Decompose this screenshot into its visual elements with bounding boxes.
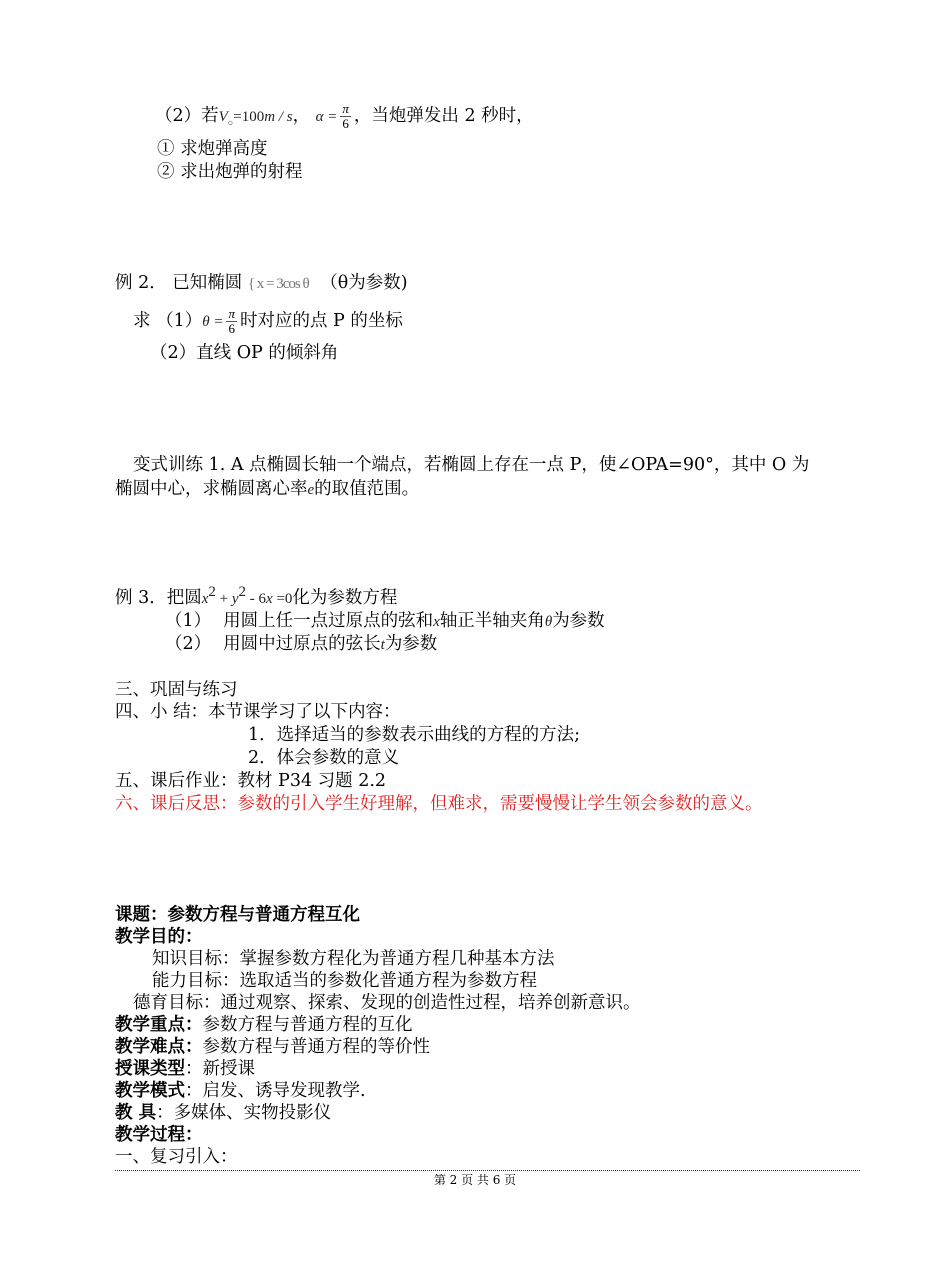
ellipse-system-glyph: { x = 3cos θ bbox=[247, 276, 309, 292]
example-3-sub-1 bbox=[165, 610, 605, 633]
eq-plus: + bbox=[215, 591, 232, 607]
key-point-line bbox=[115, 1014, 413, 1036]
fraction-denominator: 6 bbox=[228, 321, 235, 336]
eccentricity-symbol: e bbox=[307, 482, 315, 498]
difficulty-line bbox=[115, 1036, 430, 1058]
lesson-goal-label: 教学目的： bbox=[115, 927, 203, 947]
page-footer: 第 2 页 共 6 页 bbox=[433, 1173, 517, 1187]
reflection-text: 课后反思：参数的引入学生好理解，但难求，需要慢慢让学生领会参数的意义。 bbox=[150, 794, 763, 814]
v0-subscript: ○ bbox=[227, 117, 234, 128]
key-point-label: 教学重点： bbox=[115, 1015, 203, 1035]
eq-x2: x bbox=[266, 591, 273, 607]
teaching-mode-line bbox=[115, 1080, 366, 1102]
footer-rule bbox=[115, 1170, 860, 1171]
example-2-line bbox=[115, 272, 408, 295]
alpha-equals: α = bbox=[315, 109, 338, 125]
example-2-label: 例 2． 已知椭圆 bbox=[115, 273, 243, 293]
example-3-sub-2 bbox=[165, 633, 437, 656]
part2-prefix: （2）若 bbox=[155, 106, 219, 126]
example-3-line bbox=[115, 584, 398, 610]
summary-item-1: 1．选择适当的参数表示曲线的方程的方法; bbox=[248, 725, 581, 745]
difficulty-text: 参数方程与普通方程的等价性 bbox=[202, 1037, 430, 1057]
sub-2-text-b: 为参数 bbox=[384, 634, 438, 654]
part2-line bbox=[155, 102, 534, 134]
reflection-prefix: 六、 bbox=[115, 794, 150, 814]
sub-2-number: （2） bbox=[165, 634, 212, 654]
lesson-title: 课题：参数方程与普通方程互化 bbox=[115, 905, 360, 925]
part2-question-1: ① 求炮弹高度 bbox=[157, 139, 268, 159]
eq-square: 2 bbox=[208, 584, 216, 601]
eq-square: 2 bbox=[238, 584, 247, 601]
request-suffix: 时对应的点 P 的坐标 bbox=[239, 311, 403, 331]
theta-symbol: θ bbox=[544, 614, 553, 630]
pi-over-6-fraction bbox=[340, 102, 351, 131]
goal-moral: 德育目标：通过观察、探索、发现的创造性过程，培养创新意识。 bbox=[133, 993, 641, 1013]
example-3-label: 例 3．把圆 bbox=[115, 588, 202, 608]
teaching-tools-line bbox=[115, 1102, 331, 1124]
eq-x: x bbox=[201, 591, 209, 607]
fraction-numerator: π bbox=[342, 101, 349, 116]
class-type-label: 授课类型 bbox=[115, 1059, 185, 1079]
section-summary: 四、小 结：本节课学习了以下内容： bbox=[115, 702, 401, 722]
example-2-request-1 bbox=[133, 307, 403, 336]
variant-line-1: 变式训练 1. A 点椭圆长轴一个端点，若椭圆上存在一点 P，使∠OPA=90°，其中 O 为 bbox=[133, 455, 810, 475]
velocity-unit: m / s bbox=[264, 109, 293, 125]
variant-line-2-suffix: 的取值范围。 bbox=[314, 479, 420, 499]
goal-knowledge: 知识目标：掌握参数方程化为普通方程几种基本方法 bbox=[152, 949, 555, 969]
x-symbol: x bbox=[433, 614, 440, 630]
sub-2-text-a: 用圆中过原点的弦长 bbox=[223, 634, 381, 654]
fraction-numerator: π bbox=[228, 306, 235, 321]
t-symbol: t bbox=[380, 637, 385, 653]
sub-1-text-a: 用圆上任一点过原点的弦和 bbox=[223, 611, 434, 631]
teaching-tools-label: 教 具 bbox=[115, 1103, 157, 1123]
sub-1-number: （1） bbox=[165, 611, 212, 631]
param-note: （θ为参数) bbox=[320, 273, 408, 293]
teaching-tools-text: ：多媒体、实物投影仪 bbox=[156, 1103, 332, 1123]
example-2-request-2: （2）直线 OP 的倾斜角 bbox=[150, 343, 339, 363]
key-point-text: 参数方程与普通方程的互化 bbox=[202, 1015, 413, 1035]
goal-ability: 能力目标：选取适当的参数化普通方程为参数方程 bbox=[152, 971, 537, 991]
difficulty-label: 教学难点： bbox=[115, 1037, 203, 1057]
eq-end: =0 bbox=[272, 591, 293, 607]
teaching-mode-text: ：启发、诱导发现教学. bbox=[185, 1081, 366, 1101]
eq-y: y bbox=[231, 591, 239, 607]
example-3-suffix: 化为参数方程 bbox=[292, 588, 398, 608]
eq-rest: - 6 bbox=[246, 591, 267, 607]
summary-item-2: 2．体会参数的意义 bbox=[248, 748, 400, 768]
teaching-mode-label: 教学模式 bbox=[115, 1081, 185, 1101]
variant-line-2-prefix: 椭圆中心，求椭圆离心率 bbox=[115, 479, 308, 499]
section-consolidate: 三、巩固与练习 bbox=[115, 680, 238, 700]
v0-value: =100 bbox=[233, 109, 265, 125]
review-intro: 一、复习引入： bbox=[115, 1147, 238, 1167]
class-type-line bbox=[115, 1058, 255, 1080]
section-reflection bbox=[115, 793, 763, 815]
part2-suffix: ，当炮弹发出 2 秒时， bbox=[353, 106, 534, 126]
class-type-text: ：新授课 bbox=[185, 1059, 255, 1079]
fraction-denominator: 6 bbox=[342, 116, 349, 131]
part2-separator: ， bbox=[292, 106, 311, 126]
sub-1-text-b: 轴正半轴夹角 bbox=[439, 611, 545, 631]
section-homework: 五、课后作业：教材 P34 习题 2.2 bbox=[115, 771, 387, 791]
v0-symbol: V bbox=[218, 109, 228, 125]
sub-1-text-c: 为参数 bbox=[552, 611, 605, 631]
part2-question-2: ② 求出炮弹的射程 bbox=[157, 162, 303, 182]
request-prefix: 求 （1） bbox=[133, 311, 203, 331]
process-label: 教学过程： bbox=[115, 1125, 203, 1145]
variant-line-2 bbox=[115, 478, 419, 501]
theta-equals: θ = bbox=[202, 314, 224, 330]
theta-fraction bbox=[226, 307, 237, 336]
